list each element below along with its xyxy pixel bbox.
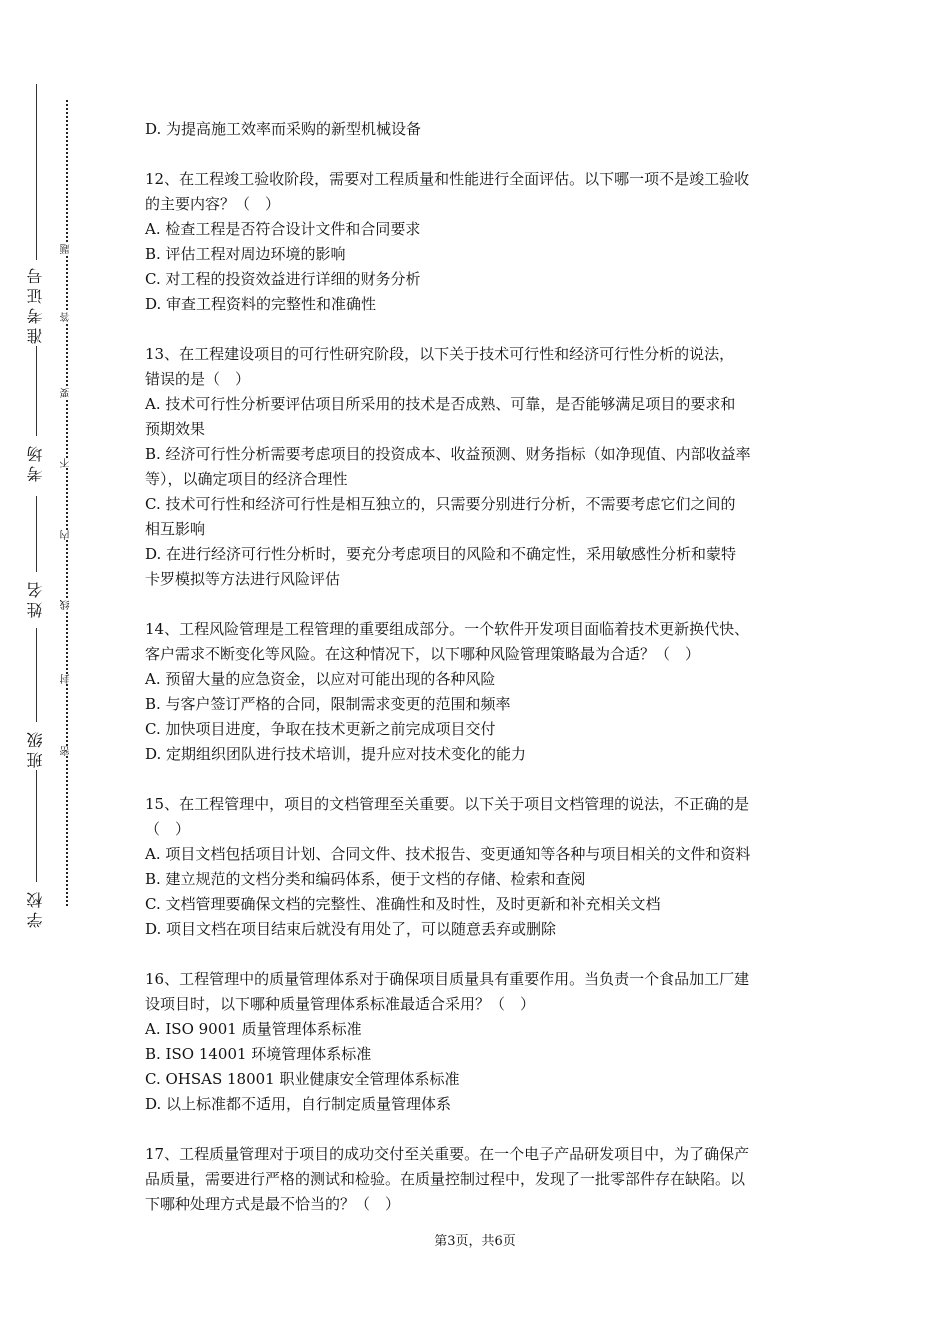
option-line: B. ISO 14001 环境管理体系标准	[145, 1045, 372, 1063]
fill-line	[36, 770, 37, 882]
fill-line	[36, 628, 37, 722]
question-stem-line: 14、工程风险管理是工程管理的重要组成部分。一个软件开发项目面临着技术更新换代快、	[145, 620, 750, 638]
option-line: C. 加快项目进度，争取在技术更新之前完成项目交付	[145, 720, 496, 738]
field-label: 班级	[26, 728, 45, 768]
option-line: B. 经济可行性分析需要考虑项目的投资成本、收益预测、财务指标（如净现值、内部收益率	[145, 445, 751, 463]
option-line: B. 与客户签订严格的合同，限制需求变更的范围和频率	[145, 695, 511, 713]
option-line: 卡罗模拟等方法进行风险评估	[145, 570, 341, 588]
option-line: C. 文档管理要确保文档的完整性、准确性和及时性，及时更新和补充相关文档	[145, 895, 661, 913]
seal-char: 题	[61, 244, 72, 254]
field-exam-id	[20, 84, 54, 346]
field-school	[20, 770, 54, 930]
fill-line	[36, 84, 37, 260]
field-exam-room	[20, 346, 54, 496]
seal-char: 答	[61, 312, 72, 322]
option-line: A. 预留大量的应急资金，以应对可能出现的各种风险	[145, 670, 496, 688]
option-line: B. 建立规范的文档分类和编码体系，便于文档的存储、检索和查阅	[145, 870, 586, 888]
question-11-continued	[145, 117, 815, 142]
field-label: 姓名	[26, 578, 45, 618]
option-line: D. 定期组织团队进行技术培训，提升应对技术变化的能力	[145, 745, 527, 763]
question-stem-line: 15、在工程管理中，项目的文档管理至关重要。以下关于项目文档管理的说法，不正确的是	[145, 795, 750, 813]
page-number-footer: 第3页，共6页	[434, 1234, 516, 1249]
option-line: C. 对工程的投资效益进行详细的财务分析	[145, 270, 421, 288]
question-15	[145, 792, 815, 942]
option-line: D. 审查工程资料的完整性和准确性	[145, 295, 377, 313]
field-class	[20, 628, 54, 770]
option-line: D. 在进行经济可行性分析时，要充分考虑项目的风险和不确定性，采用敏感性分析和蒙特	[145, 545, 737, 563]
question-stem-line: 12、在工程竣工验收阶段，需要对工程质量和性能进行全面评估。以下哪一项不是竣工验收	[145, 170, 750, 188]
option-line: D. 项目文档在项目结束后就没有用处了，可以随意丢弃或删除	[145, 920, 557, 938]
question-stem-line: （ ）	[145, 820, 191, 838]
option-line: 等），以确定项目的经济合理性	[145, 470, 348, 488]
field-name	[20, 496, 54, 628]
option-line: A. 技术可行性分析要评估项目所采用的技术是否成熟、可靠，是否能够满足项目的要求和	[145, 395, 736, 413]
field-label: 考场	[26, 442, 45, 482]
question-stem-line: 错误的是（ ）	[145, 370, 251, 388]
option-line: 相互影响	[145, 520, 206, 538]
question-stem-line: 客户需求不断变化等风险。在这种情况下，以下哪种风险管理策略最为合适？（ ）	[145, 645, 701, 663]
option-line: A. 项目文档包括项目计划、合同文件、技术报告、变更通知等各种与项目相关的文件和资料	[145, 845, 751, 863]
question-stem-line: 设项目时，以下哪种质量管理体系标准最适合采用？（ ）	[145, 995, 536, 1013]
seal-char: 内	[61, 530, 72, 540]
option-line: C. OHSAS 18001 职业健康安全管理体系标准	[145, 1070, 460, 1088]
seal-char: 封	[61, 674, 72, 684]
fill-line	[36, 496, 37, 572]
fill-line	[36, 346, 37, 436]
seal-char: 密	[61, 746, 72, 756]
field-label: 学校	[26, 888, 45, 928]
option-line: C. 技术可行性和经济可行性是相互独立的，只需要分别进行分析，不需要考虑它们之间的	[145, 495, 736, 513]
option-line: A. ISO 9001 质量管理体系标准	[145, 1020, 362, 1038]
question-stem-line: 下哪种处理方式是最不恰当的？（ ）	[145, 1195, 401, 1213]
question-16	[145, 967, 815, 1117]
seal-char: 要	[61, 388, 72, 398]
question-13	[145, 342, 815, 592]
question-stem-line: 16、工程管理中的质量管理体系对于确保项目质量具有重要作用。当负责一个食品加工厂建	[145, 970, 750, 988]
option-line: A. 检查工程是否符合设计文件和合同要求	[145, 220, 421, 238]
option-line: D. 为提高施工效率而采购的新型机械设备	[145, 120, 422, 138]
question-stem-line: 17、工程质量管理对于项目的成功交付至关重要。在一个电子产品研发项目中，为了确保产	[145, 1145, 750, 1163]
seal-char: 线	[61, 600, 72, 610]
question-17	[145, 1142, 815, 1217]
seal-char: 不	[61, 458, 72, 468]
option-line: 预期效果	[145, 420, 206, 438]
field-label: 准考证号	[26, 264, 45, 344]
question-list	[145, 117, 815, 1217]
question-stem-line: 13、在工程建设项目的可行性研究阶段，以下关于技术可行性和经济可行性分析的说法，	[145, 345, 735, 363]
question-12	[145, 167, 815, 317]
question-stem-line: 品质量，需要进行严格的测试和检验。在质量控制过程中，发现了一批零部件存在缺陷。以	[145, 1170, 746, 1188]
question-14	[145, 617, 815, 767]
option-line: D. 以上标准都不适用，自行制定质量管理体系	[145, 1095, 452, 1113]
question-stem-line: 的主要内容？（ ）	[145, 195, 281, 213]
seal-dotted-line	[66, 100, 68, 906]
option-line: B. 评估工程对周边环境的影响	[145, 245, 346, 263]
